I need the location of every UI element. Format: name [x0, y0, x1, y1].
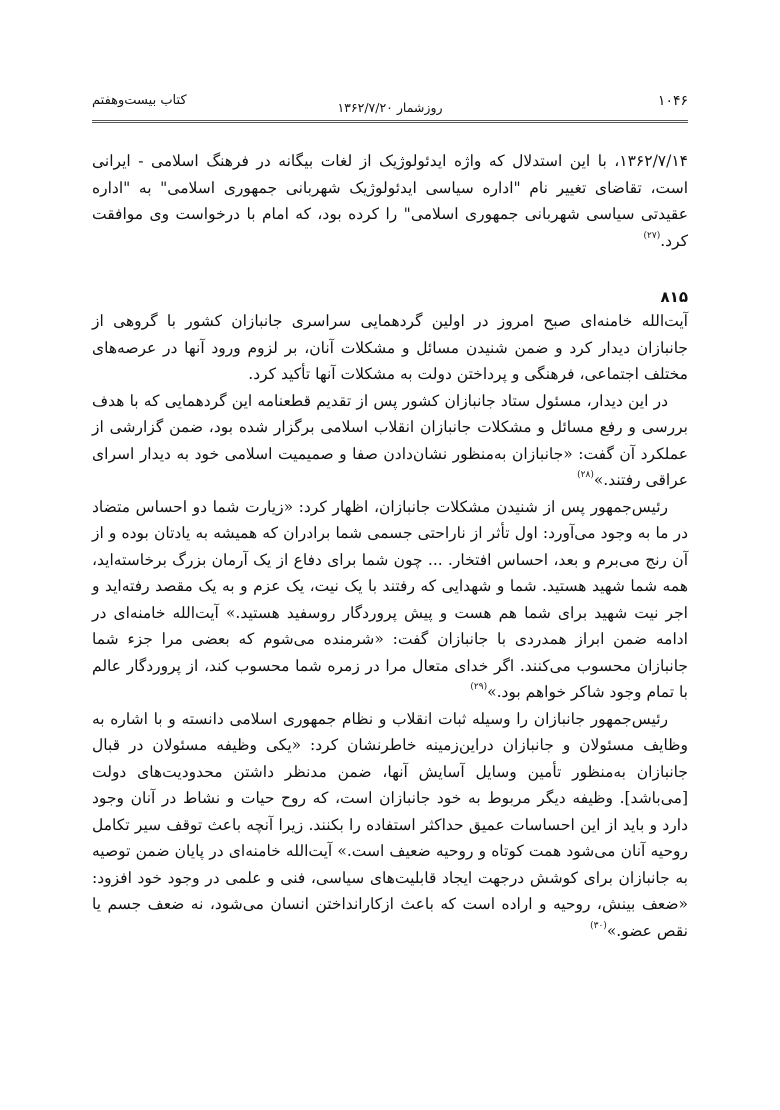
footnote-ref: (۲۷): [643, 230, 661, 241]
paragraph-text: رئیس‌جمهور جانبازان را وسیله ثبات انقلاب و نظام جمهوری اسلامی دانسته و با اشاره به وظایف مسئولان و جانبازان دراین‌زمینه خاطرنشان کرد: «یکی وظیفه مسئولان در قبال جانبازان به‌منظور تأمین وسایل آسایش آنها، ضمن مدنظر داشتن محدودیت‌های دولت [می‌باشد]. وظیفه دیگر مربوط به خود جانبازان است، که روح حیات و نشاط در آنان وجود دارد و باید از این احساسات عمیق حداکثر استفاده را بکنند. زیرا آنچه باعث توقف سیر تکامل روحیه آنان می‌شود همت کوتاه و روحیه ضعیف است.» آیت‌الله خامنه‌ای در پایان ضمن توصیه به جانبازان برای کوشش درجهت ایجاد قابلیت‌های سیاسی، فنی و علمی در وجود خود افزود: «ضعف بینش، روحیه و اراده است که باعث ازکارانداختن انسان می‌شود، نه ضعف جسم یا نقص عضو.»: [92, 709, 688, 940]
paragraph-text: رئیس‌جمهور پس از شنیدن مشکلات جانبازان، اظهار کرد: «زیارت شما دو احساس متضاد در ما به وجود می‌آورد: اول تأثر از ناراحتی جسمی شما برادران که همیشه به یادتان بوده و از آن رنج می‌برم و بعد، احساس افتخار. ... چون شما برای دفاع از یک آرمان بزرگ برخاسته‌اید، همه شما شهید هستید. شما و شهدایی که رفتند با یک نیت، یک عزم و به یک مقصد رفته‌اید و اجر نیت شهید برای شما هم هست و پیش پروردگار روسفید هستید.» آیت‌الله خامنه‌ای در ادامه ضمن ابراز همدردی با جانبازان گفت: «شرمنده می‌شوم که بعضی مرا جزء شما جانبازان محسوب می‌کنند. اگر خدای متعال مرا در زمره شما محسوب کند، از پروردگار عالم با تمام وجود شاکر خواهم بود.»: [92, 497, 688, 701]
entry-number: ۸۱۵: [660, 288, 688, 306]
footnote-ref: (۳۰): [590, 920, 607, 931]
footnote-ref: (۲۹): [470, 682, 488, 692]
footnote-ref: (۲۸): [577, 470, 594, 480]
paragraph-text: در این دیدار، مسئول ستاد جانبازان کشور پس از تقدیم قطعنامه این گردهمایی که با هدف بررسی و رفع مسائل و مشکلات جانبازان انقلاب اسلامی برگزار شده بود، ضمن گزارشی از عملکرد آن گفت: «جانبازان به‌منظور نشان‌دادن صفا و صمیمیت اسلامی خود به دیدار اسرای عراقی رفتند.»: [92, 391, 688, 489]
paragraph-text: ۱۳۶۲/۷/۱۴، با این استدلال که واژه ایدئولوژیک از لغات بیگانه در فرهنگ اسلامی - ایرانی است، تقاضای تغییر نام "اداره سیاسی ایدئولوژیک شهربانی جمهوری اسلامی" به "اداره عقیدتی سیاسی شهربانی جمهوری اسلامی" را کرده بود، که امام با درخواست وی موافقت کرد.: [92, 152, 688, 250]
paragraph: [92, 494, 688, 706]
paragraph: [92, 706, 688, 945]
paragraph-continuation: [92, 148, 688, 254]
page-content: [92, 148, 688, 944]
paragraph: [92, 308, 688, 388]
paragraph-text: آیت‌الله خامنه‌ای صبح امروز در اولین گردهمایی سراسری جانبازان کشور با گروهی از جانبازان دیدار کرد و ضمن شنیدن مسائل و مشکلات آنان، بر لزوم ورود آنها در عرصه‌های مختلف اجتماعی، فرهنگی و پرداختن دولت به مشکلات آنها تأکید کرد.: [92, 312, 688, 383]
running-title: روزشمار ۱۳۶۲/۷/۲۰: [331, 100, 448, 115]
running-header: [92, 93, 688, 117]
page-number: ۱۰۴۶: [657, 93, 688, 109]
book-title: کتاب بیست‌وهفتم: [92, 93, 187, 108]
header-rule: [92, 120, 688, 123]
paragraph: [92, 388, 688, 494]
